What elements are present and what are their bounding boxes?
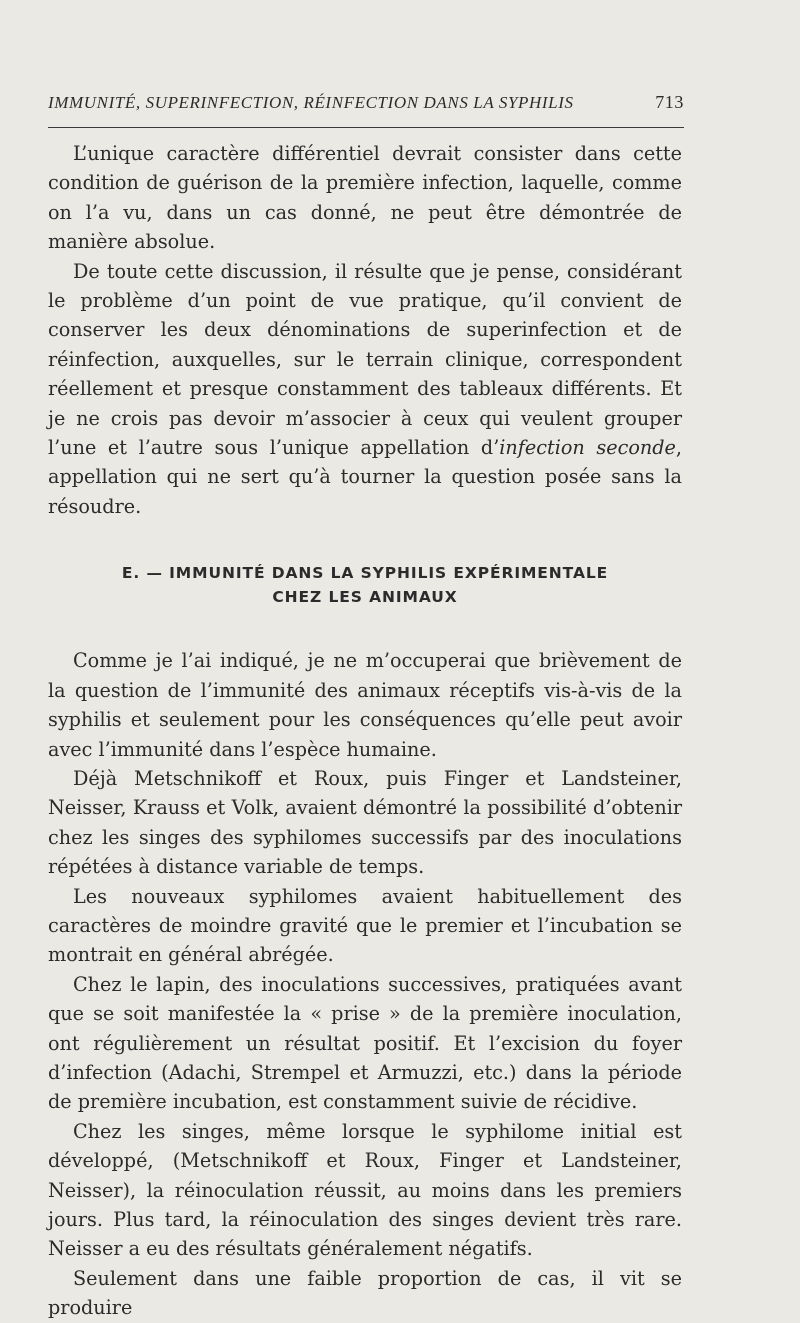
- header-rule: [48, 127, 684, 128]
- paragraph-1: L’unique caractère différentiel devrait consister dans cette condition de guérison de la première infection, laquelle, comme on l’a vu, dans un cas donné, ne peut être démontrée de manière absolue.: [48, 142, 682, 254]
- paragraph-4: Déjà Metschnikoff et Roux, puis Finger et Landsteiner, Neisser, Krauss et Volk, avaient démontré la possibilité d’obtenir chez les singes des syphilomes successifs par des inoculations répétées à distance variable de temps.: [48, 766, 682, 879]
- paragraph-2-text-a: De toute cette discussion, il résulte que je pense, considérant le problème d’un point de vue pratique, qu’il convient de conserver les deux dénominations de superinfection et de réinfection, auxquelles, sur le terrain clinique, correspondent réellement et presque constamment des tableaux différents. Et je ne crois pas devoir m’associer à ceux qui veulent grouper l’une et l’autre sous l’unique appellation d’: [48, 259, 682, 460]
- paragraph-2-text-b: , appellation qui ne sert qu’à tourner la question posée sans la résoudre.: [48, 436, 682, 518]
- section-heading: [48, 561, 682, 609]
- paragraph-3: Comme je l’ai indiqué, je ne m’occuperai que brièvement de la question de l’immunité des animaux réceptifs vis-à-vis de la syphilis et seulement pour les conséquences qu’elle peut avoir avec l’immunité dans l’espèce humaine.: [48, 649, 682, 761]
- paragraph-2: [48, 257, 682, 522]
- paragraph-2-italic: infection seconde: [499, 436, 676, 460]
- paragraph-5: Les nouveaux syphilomes avaient habituellement des caractères de moindre gravité que le premier et l’incubation se montrait en général abrégée.: [48, 884, 682, 967]
- body-text: [48, 139, 682, 1323]
- section-heading-line-2: CHEZ LES ANIMAUX: [272, 588, 458, 607]
- paragraph-8: Seulement dans une faible proportion de cas, il vit se produire: [48, 1266, 682, 1320]
- running-title: IMMUNITÉ, SUPERINFECTION, RÉINFECTION DANS LA SYPHILIS: [48, 93, 574, 112]
- paragraph-6: Chez le lapin, des inoculations successives, pratiquées avant que se soit manifestée la « prise » de la première inoculation, ont régulièrement un résultat positif. Et l’excision du foyer d’infection (Adachi, Strempel et Armuzzi, etc.) dans la période de première incubation, est constamment suivie de récidive.: [48, 972, 682, 1114]
- section-heading-line-1: E. — IMMUNITÉ DANS LA SYPHILIS EXPÉRIMENTALE: [121, 564, 609, 583]
- page-number: 713: [655, 92, 684, 112]
- running-header: [48, 92, 684, 113]
- paragraph-7: Chez les singes, même lorsque le syphilome initial est développé, (Metschnikoff et Roux, Finger et Landsteiner, Neisser), la réinoculation réussit, au moins dans les premiers jours. Plus tard, la réinoculation des singes devient très rare. Neisser a eu des résultats généralement négatifs.: [48, 1119, 682, 1261]
